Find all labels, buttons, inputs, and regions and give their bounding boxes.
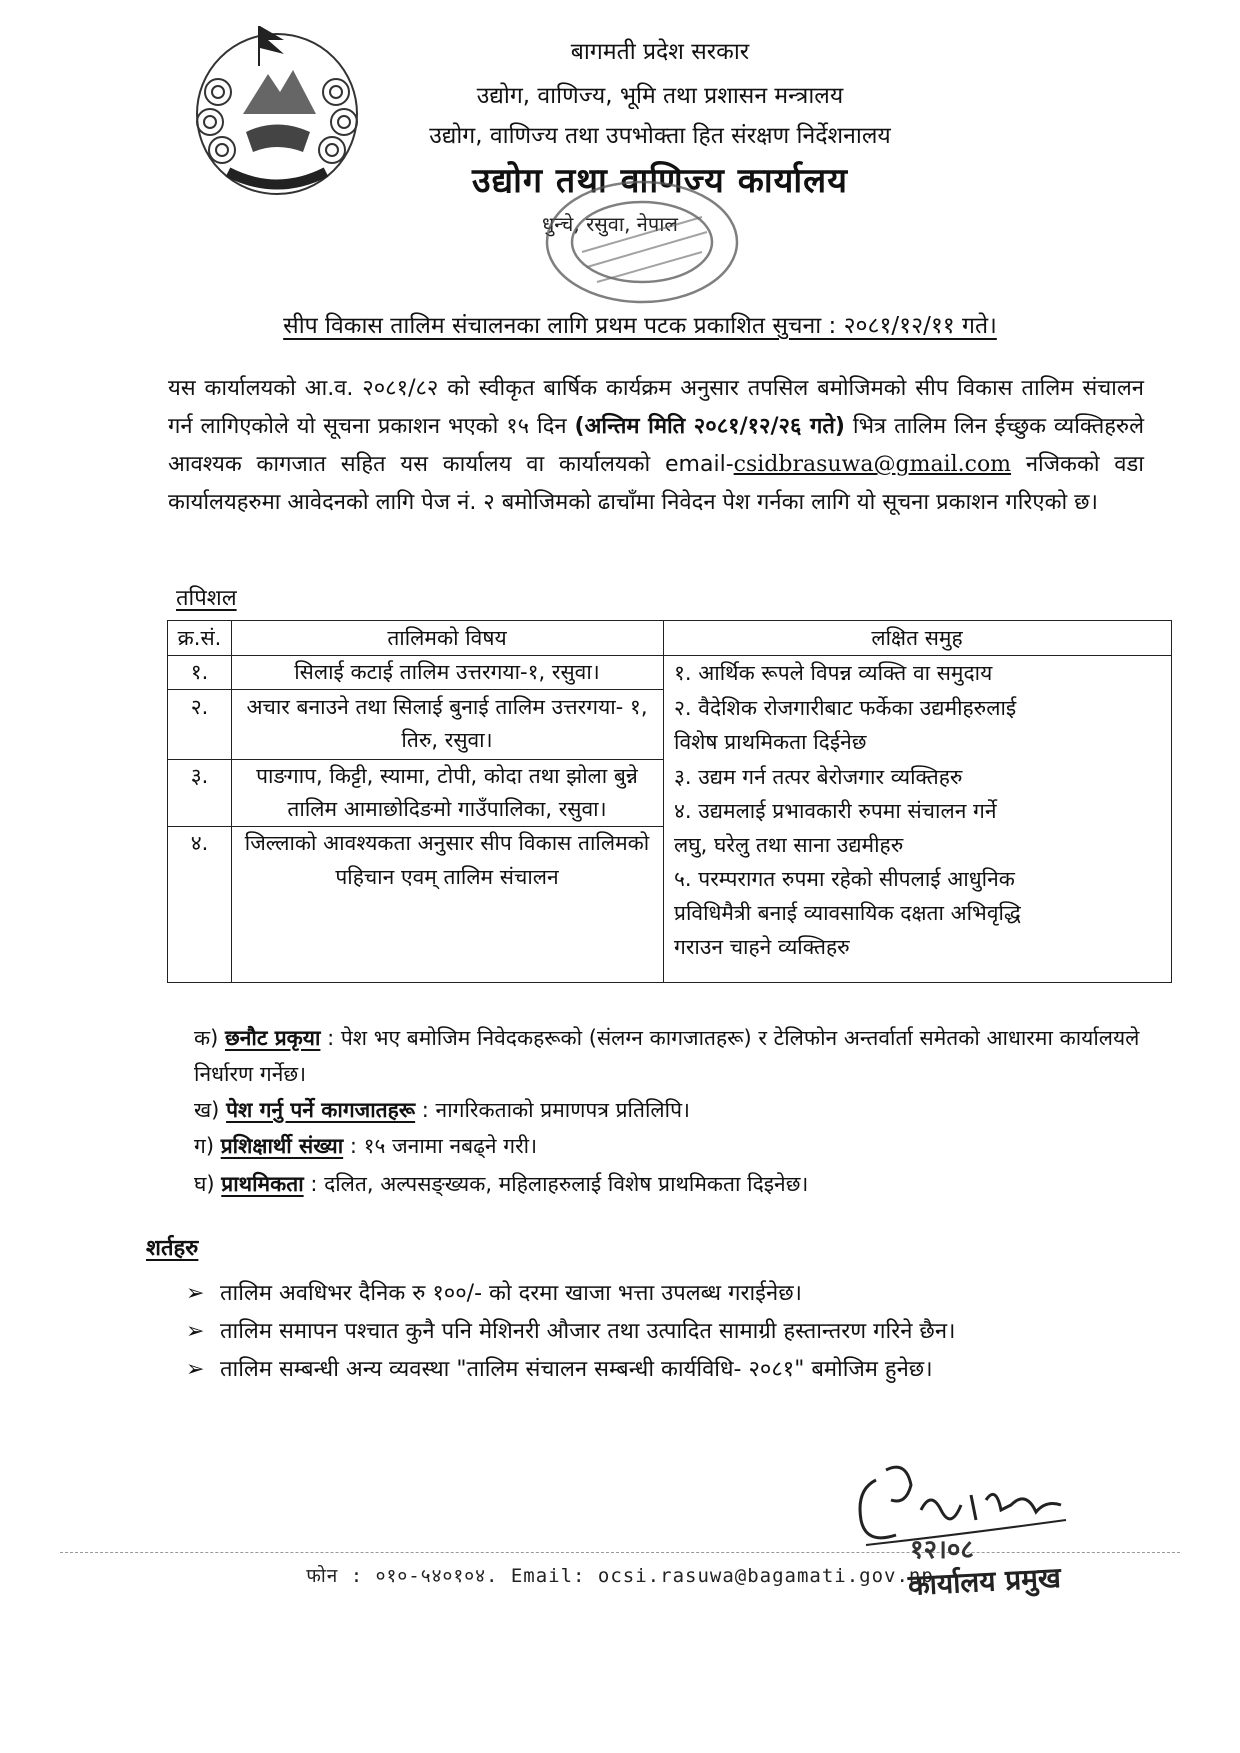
signature-title: कार्यालय प्रमुख xyxy=(907,1561,1062,1602)
arrow-bullet-icon: ➢ xyxy=(186,1281,205,1306)
row-3-sn: ३. xyxy=(190,764,209,788)
criteria-marker: ग) xyxy=(194,1134,215,1158)
criteria-text: : दलित, अल्पसङ्ख्यक, महिलाहरुलाई विशेष प्राथमिकता दिइनेछ। xyxy=(303,1172,809,1196)
row-1-sn: १. xyxy=(190,660,209,684)
criteria-marker: क) xyxy=(194,1026,219,1050)
ministry-name: उद्योग, वाणिज्य, भूमि तथा प्रशासन मन्त्रालय xyxy=(476,83,844,109)
criteria-marker: घ) xyxy=(194,1172,215,1196)
header-sn: क्र.सं. xyxy=(177,626,222,650)
row-4-topic-line-2: पहिचान एवम् तालिम संचालन xyxy=(335,865,559,889)
header-target: लक्षित समुह xyxy=(871,626,963,650)
criteria-label: पेश गर्नु पर्ने कागजातहरू xyxy=(226,1098,416,1122)
government-name: बागमती प्रदेश सरकार xyxy=(570,39,750,65)
target-line-6: लघु, घरेलु तथा साना उद्यमीहरु xyxy=(674,833,904,857)
criteria-text: : १५ जनामा नबढ्ने गरी। xyxy=(343,1134,538,1158)
training-table xyxy=(167,620,1172,983)
row-4-sn: ४. xyxy=(190,831,209,855)
criteria-text: : नागरिकताको प्रमाणपत्र प्रतिलिपि। xyxy=(415,1098,690,1122)
target-line-4: ३. उद्यम गर्न तत्पर बेरोजगार व्यक्तिहरु xyxy=(674,765,963,789)
condition-text: तालिम अवधिभर दैनिक रु १००/- को दरमा खाजा भत्ता उपलब्ध गराईनेछ। xyxy=(220,1281,802,1306)
notice-body xyxy=(168,370,1144,522)
footer-divider xyxy=(60,1552,1180,1553)
row-2-sn: २. xyxy=(190,695,209,719)
criteria-text: : पेश भए बमोजिम निवेदकहरूको (संलग्न कागजातहरू) र टेलिफोन अन्तर्वार्ता समेतको आधारमा कार्यालयले निर्धारण गर्नेछ। xyxy=(194,1026,1140,1086)
row-1-topic: सिलाई कटाई तालिम उत्तरगया-१, रसुवा। xyxy=(294,660,600,684)
condition-item xyxy=(186,1314,1146,1350)
condition-text: तालिम समापन पश्चात कुनै पनि मेशिनरी औजार तथा उत्पादित सामाग्री हस्तान्तरण गरिने छैन। xyxy=(220,1319,956,1344)
deadline-text: (अन्तिम मिति २०८१/१२/२६ गते) xyxy=(574,414,845,439)
footer-contact: फोन : ०१०-५४०१०४. Email: ocsi.rasuwa@bagamati.gov.np xyxy=(306,1565,934,1587)
target-line-9: गराउन चाहने व्यक्तिहरु xyxy=(674,935,850,959)
condition-item xyxy=(186,1352,1146,1388)
arrow-bullet-icon: ➢ xyxy=(186,1319,205,1344)
row-2-topic-line-1: अचार बनाउने तथा सिलाई बुनाई तालिम उत्तरगया- १, xyxy=(246,695,648,719)
directorate-name: उद्योग, वाणिज्य तथा उपभोक्ता हित संरक्षण निर्देशनालय xyxy=(429,123,891,149)
criteria-label: छनौट प्रकृया xyxy=(225,1026,321,1050)
target-line-5: ४. उद्यमलाई प्रभावकारी रुपमा संचालन गर्ने xyxy=(674,799,997,823)
office-stamp xyxy=(542,172,742,322)
office-address: धुन्चे, रसुवा, नेपाल xyxy=(542,212,678,236)
condition-item xyxy=(186,1276,1146,1312)
notice-text-2: भित्र तालिम लिन ईच्छुक व्यक्तिहरुले आवश्यक कागजात सहित यस कार्यालय वा कार्यालयको email- xyxy=(168,414,1144,477)
email-link[interactable]: csidbrasuwa@gmail.com xyxy=(733,452,1012,477)
conditions-title: शर्तहरु xyxy=(146,1236,199,1261)
target-line-1: १. आर्थिक रूपले विपन्न व्यक्ति वा समुदाय xyxy=(674,661,993,685)
row-2-topic-line-2: तिरु, रसुवा। xyxy=(401,728,493,752)
criteria-trainee-count xyxy=(194,1128,1144,1164)
row-4-topic-line-1: जिल्लाको आवश्यकता अनुसार सीप विकास तालिमको xyxy=(244,831,650,855)
office-name: उद्योग तथा वाणिज्य कार्यालय xyxy=(472,161,848,201)
target-line-8: प्रविधिमैत्री बनाई व्यावसायिक दक्षता अभिवृद्धि xyxy=(674,901,1021,925)
notice-text-3: नजिकको वडा कार्यालयहरुमा आवेदनको लागि पेज नं. २ बमोजिमको ढाचाँमा निवेदन पेश गर्नका लागि यो सूचना प्रकाशन गरिएको छ। xyxy=(168,452,1144,515)
row-3-topic-line-2: तालिम आमाछोदिङमो गाउँपालिका, रसुवा। xyxy=(287,797,607,821)
handwritten-signature xyxy=(836,1450,1116,1560)
criteria-label: प्रशिक्षार्थी संख्या xyxy=(220,1134,344,1158)
criteria-selection xyxy=(194,1020,1144,1092)
condition-text: तालिम सम्बन्धी अन्य व्यवस्था "तालिम संचालन सम्बन्धी कार्यविधि- २०८१" बमोजिम हुनेछ। xyxy=(220,1357,933,1382)
criteria-documents xyxy=(194,1092,1144,1128)
target-line-2: २. वैदेशिक रोजगारीबाट फर्केका उद्यमीहरुलाई xyxy=(674,696,1017,720)
criteria-label: प्राथमिकता xyxy=(221,1172,304,1196)
target-line-7: ५. परम्परागत रुपमा रहेको सीपलाई आधुनिक xyxy=(674,867,1015,891)
signature-date: १२।०८ xyxy=(910,1535,974,1565)
criteria-marker: ख) xyxy=(194,1098,220,1122)
row-3-topic-line-1: पाङगाप, किट्टी, स्यामा, टोपी, कोदा तथा झोला बुन्ने xyxy=(256,764,638,788)
notice-text-1: यस कार्यालयको आ.व. २०८१/८२ को स्वीकृत बार्षिक कार्यक्रम अनुसार तपसिल बमोजिमको सीप विकास तालिम संचालन गर्न लागिएकोले यो सूचना प्रकाशन भएको १५ दिन xyxy=(168,376,1144,439)
criteria-priority xyxy=(194,1166,1144,1202)
notice-title: सीप विकास तालिम संचालनका लागि प्रथम पटक प्रकाशित सुचना : २०८१/१२/११ गते। xyxy=(283,313,997,339)
target-line-3: विशेष प्राथमिकता दिईनेछ xyxy=(674,730,867,754)
arrow-bullet-icon: ➢ xyxy=(186,1357,205,1382)
header-topic: तालिमको विषय xyxy=(387,626,507,650)
table-caption: तपिशल xyxy=(176,586,237,611)
nepal-emblem xyxy=(188,22,366,202)
